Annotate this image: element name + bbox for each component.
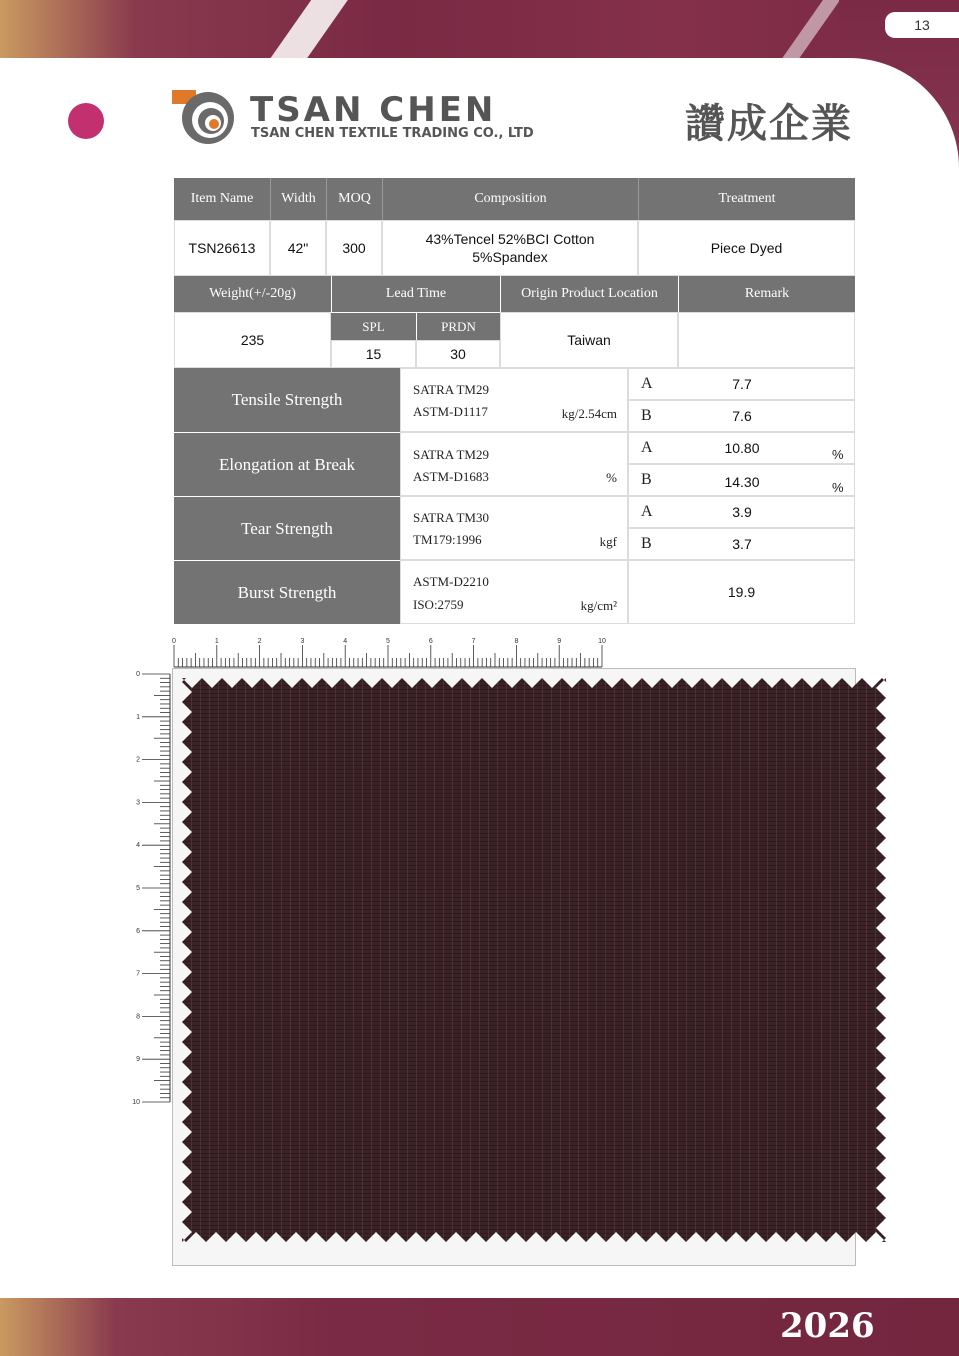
unit-elongation-b: % — [832, 480, 844, 495]
value-spl: 15 — [331, 340, 416, 368]
ab-label-tear-b: B — [628, 528, 855, 560]
header-remark: Remark — [678, 276, 855, 312]
std-elongation — [400, 432, 628, 496]
brand-name: TSAN CHEN — [250, 90, 497, 130]
header-composition: Composition — [382, 178, 638, 220]
value-elongation-a: 10.80 — [724, 440, 760, 456]
value-weight: 235 — [174, 312, 331, 368]
header-prdn: PRDN — [416, 312, 500, 340]
std-elongation-1: SATRA TM29 — [413, 447, 489, 462]
accent-dot — [68, 103, 104, 139]
catalog-year: 2026 — [780, 1306, 875, 1346]
std-burst-1: ASTM-D2210 — [413, 574, 489, 589]
ruler-h-label: 2 — [257, 638, 262, 645]
value-elongation-b: 14.30 — [724, 474, 760, 490]
horizontal-ruler — [168, 634, 613, 670]
fabric-swatch-image — [182, 678, 886, 1242]
label-tear-strength: Tear Strength — [174, 496, 400, 560]
ruler-v-label: 10 — [132, 1099, 140, 1106]
ruler-v-label: 4 — [136, 842, 140, 850]
ab-label-tensile-a: A — [628, 368, 855, 400]
ruler-h-label: 1 — [214, 638, 219, 645]
ruler-v-label: 1 — [136, 713, 140, 721]
std-burst — [400, 560, 628, 624]
value-burst: 19.9 — [628, 560, 855, 624]
label-tensile-strength: Tensile Strength — [174, 368, 400, 432]
ruler-v-label: 0 — [136, 671, 140, 678]
ruler-h-label: 5 — [386, 638, 390, 645]
header-weight: Weight(+/-20g) — [174, 276, 331, 312]
unit-burst: kg/cm² — [580, 598, 617, 613]
ab-label-tear-a: A — [628, 496, 855, 528]
brand-chinese-name: 讚成企業 — [685, 100, 853, 147]
ruler-v-label: 7 — [136, 970, 140, 978]
std-tensile-1: SATRA TM29 — [413, 382, 489, 397]
header-lead-time: Lead Time — [331, 276, 500, 312]
label-burst-strength: Burst Strength — [174, 560, 400, 624]
label-elongation: Elongation at Break — [174, 432, 400, 496]
std-tear-2: TM179:1996 — [413, 532, 482, 547]
unit-elongation-a: % — [832, 447, 844, 462]
company-logo — [172, 88, 236, 146]
page-number: 13 — [885, 12, 959, 38]
brand-subtitle: TSAN CHEN TEXTILE TRADING CO., LTD — [251, 126, 534, 141]
unit-tensile: kg/2.54cm — [561, 406, 617, 421]
value-tear-b: 3.7 — [732, 536, 752, 552]
header-width: Width — [270, 178, 326, 220]
ab-label-elongation-b: B — [628, 464, 855, 496]
ab-label-elongation-a: A — [628, 432, 855, 464]
ruler-h-label: 10 — [598, 638, 606, 645]
ruler-h-label: 0 — [172, 638, 176, 645]
value-width: 42" — [270, 220, 326, 276]
ruler-v-label: 3 — [136, 799, 140, 807]
ruler-v-label: 6 — [136, 927, 140, 935]
ruler-h-label: 6 — [428, 638, 433, 645]
unit-elongation: % — [606, 470, 617, 485]
header-item-name: Item Name — [174, 178, 270, 220]
value-composition: 43%Tencel 52%BCI Cotton 5%Spandex — [382, 220, 638, 276]
value-treatment: Piece Dyed — [638, 220, 855, 276]
value-prdn: 30 — [416, 340, 500, 368]
ruler-v-label: 8 — [136, 1013, 140, 1021]
top-decorative-band — [0, 0, 959, 58]
value-origin: Taiwan — [500, 312, 678, 368]
header-spl: SPL — [331, 312, 416, 340]
ruler-h-label: 3 — [300, 638, 305, 645]
value-remark — [678, 312, 855, 368]
unit-tear: kgf — [599, 534, 617, 549]
header-moq: MOQ — [326, 178, 382, 220]
header-treatment: Treatment — [638, 178, 855, 220]
value-item-name: TSN26613 — [174, 220, 270, 276]
value-tear-a: 3.9 — [732, 504, 752, 520]
ruler-v-label: 9 — [136, 1056, 140, 1064]
std-tear-1: SATRA TM30 — [413, 510, 489, 525]
std-elongation-2: ASTM-D1683 — [413, 469, 489, 484]
header-origin: Origin Product Location — [500, 276, 678, 312]
std-tensile — [400, 368, 628, 432]
vertical-ruler — [128, 668, 172, 1108]
value-tensile-b: 7.6 — [732, 408, 752, 424]
ruler-h-label: 7 — [471, 638, 476, 645]
std-burst-2: ISO:2759 — [413, 597, 464, 612]
std-tensile-2: ASTM-D1117 — [413, 404, 488, 419]
ab-label-tensile-b: B — [628, 400, 855, 432]
ruler-v-label: 5 — [136, 885, 140, 892]
ruler-v-label: 2 — [136, 756, 140, 764]
ruler-h-label: 4 — [343, 638, 348, 645]
value-moq: 300 — [326, 220, 382, 276]
ruler-h-label: 9 — [557, 638, 562, 645]
std-tear — [400, 496, 628, 560]
value-tensile-a: 7.7 — [732, 376, 752, 392]
ruler-h-label: 8 — [514, 638, 519, 645]
